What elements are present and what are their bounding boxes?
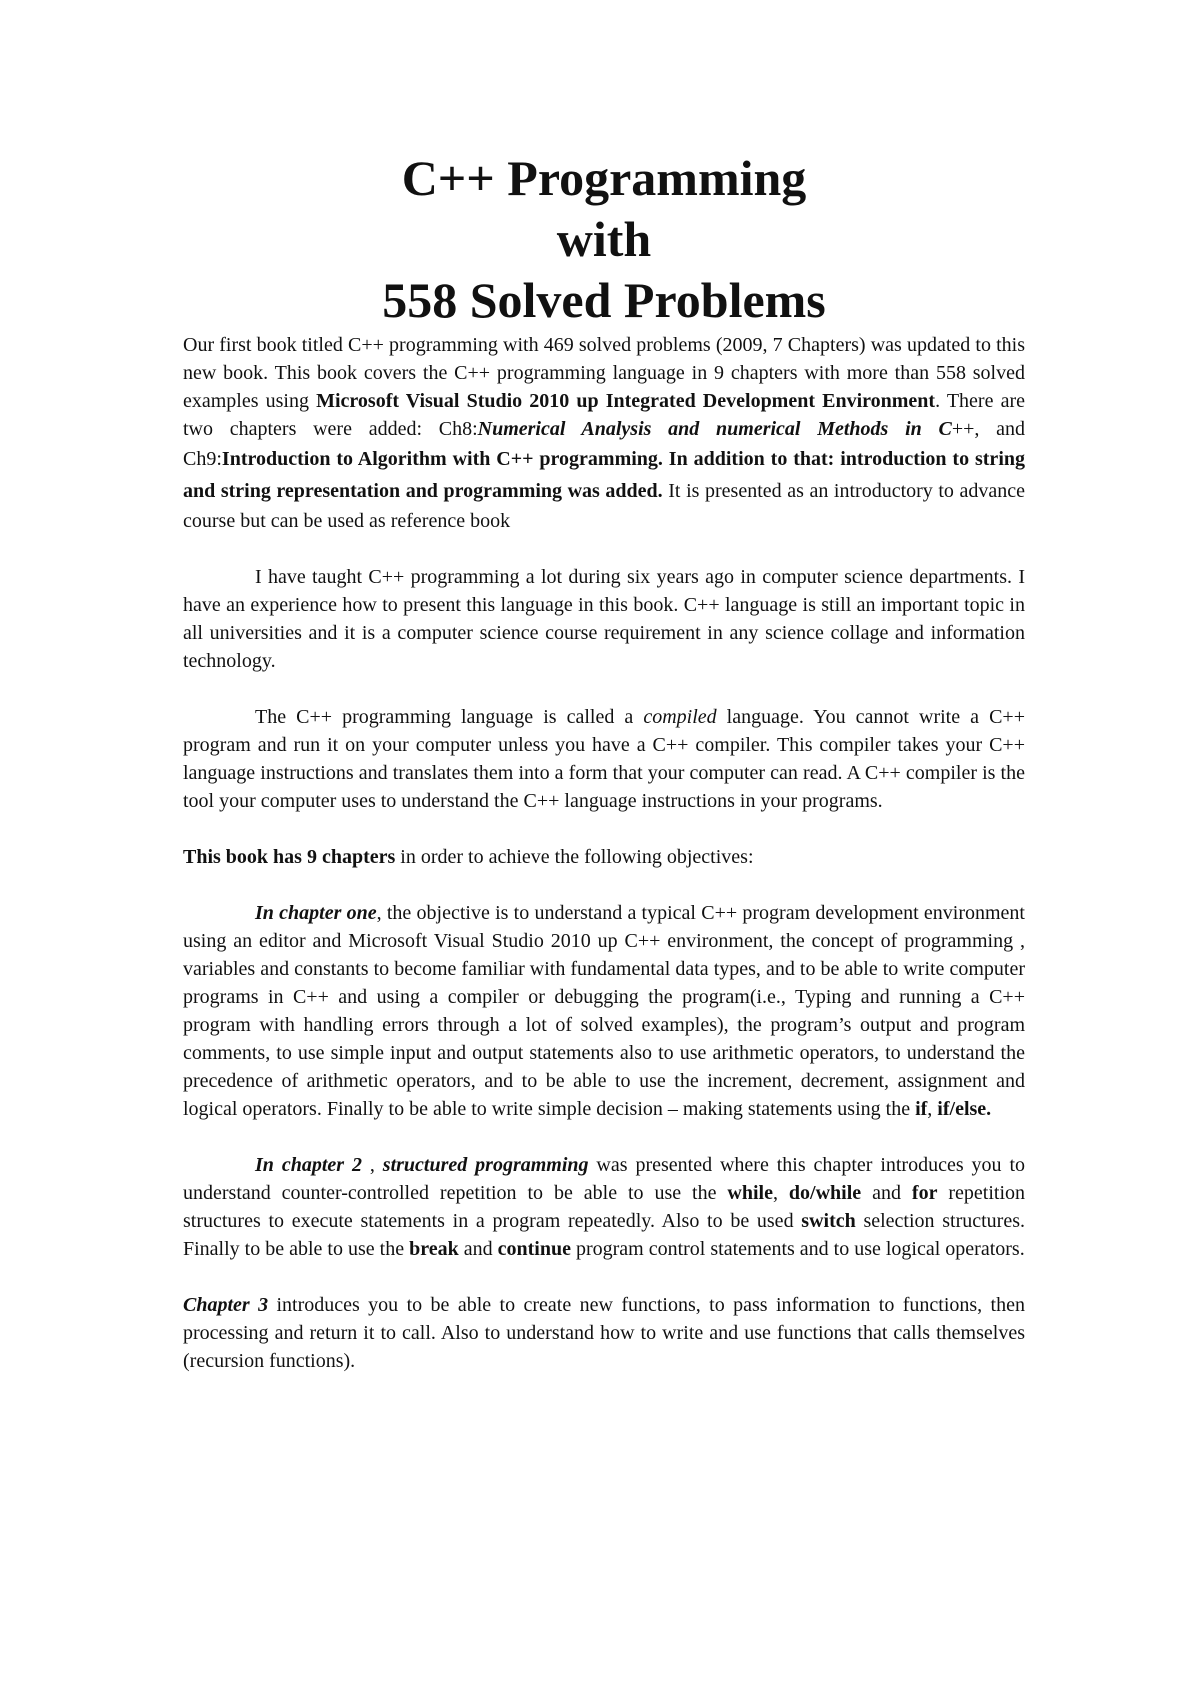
p6-bold-while: while [727, 1182, 773, 1204]
intro-bold-italic-ch8: Numerical Analysis and numerical Methods in C [477, 418, 952, 440]
intro-bold-ide: Microsoft Visual Studio 2010 up Integrated Development Environment [316, 390, 936, 412]
p3-text-1: The C++ programming language is called a [255, 706, 644, 728]
intro-text-2: . There are two chapters were added: Ch8: [183, 390, 1025, 440]
p6-text-1: , [361, 1154, 383, 1176]
intro-paragraph [183, 331, 1025, 535]
paragraph-chapter-two [183, 1151, 1025, 1263]
paragraph-chapter-one [183, 899, 1025, 1123]
p6-text-2: was presented where this chapter introduces you to understand counter-controlled repetition to be able to use the [183, 1154, 1026, 1204]
p4-text-1: in order to achieve the following objectives: [395, 846, 754, 868]
intro-text-3: ++, and Ch9: [183, 418, 1025, 470]
intro-text-1: Our first book titled C++ programming with 469 solved problems (2009, 7 Chapters) was updated to this new book. This book covers the C++ programming language in 9 chapters with more than 558 solved examples using [183, 334, 1025, 412]
p5-text-1: , the objective is to understand a typical C++ program development environment using an editor and Microsoft Visual Studio 2010 up C++ environment, the concept of programming , variables and constants to become familiar with fundamental data types, and to be able to write computer programs in C++ and using a compiler or debugging the program(i.e., Typing and running a C++ program with handling errors through a lot of solved examples), the program’s output and program comments, to use simple input and output statements also to use arithmetic operators, to understand the precedence of arithmetic operators, and to be able to use the increment, decrement, assignment and logical operators. Finally to be able to write simple decision – making statements using the [183, 902, 1025, 1120]
p3-text-2: language. You cannot write a C++ program and run it on your computer unless you have a C++ compiler. This compiler takes your C++ language instructions and translates them into a form that your computer can read. A C++ compiler is the tool your computer uses to understand the C++ language instructions in your programs. [183, 706, 1025, 812]
p3-italic-compiled: compiled [643, 706, 717, 728]
p6-text-5: repetition structures to execute statements in a program repeatedly. Also to be used [183, 1182, 1026, 1232]
intro-bold-ch9: Introduction to Algorithm with C++ programming. In addition to that: introduction to string and string representation and programming was added. [183, 448, 1025, 502]
p6-bold-italic-chapter-2: In chapter 2 [255, 1154, 362, 1176]
p7-bold-italic-chapter-3: Chapter 3 [183, 1294, 269, 1316]
book-title [183, 148, 1025, 331]
p5-bold-if-else: if/else. [937, 1098, 992, 1120]
p6-text-4: and [861, 1182, 912, 1204]
p6-bold-italic-structured: structured programming [382, 1154, 589, 1176]
p6-bold-continue: continue [497, 1238, 571, 1260]
paragraph-chapter-three [183, 1291, 1025, 1375]
p6-text-6: selection structures. Finally to be able to use the [183, 1210, 1025, 1260]
intro-text-4: It is presented as an introductory to advance course but can be used as reference book [183, 480, 1026, 532]
paragraph-objectives [183, 843, 1025, 871]
paragraph-compiled-language [183, 703, 1025, 815]
p5-bold-if: if [915, 1098, 928, 1120]
p6-text-7: and [458, 1238, 498, 1260]
p6-bold-for: for [911, 1182, 938, 1204]
p5-bold-italic-chapter-one: In chapter one [255, 902, 377, 924]
document-page [183, 0, 1025, 1375]
p6-bold-break: break [409, 1238, 459, 1260]
p6-text-3: , [772, 1182, 789, 1204]
paragraph-experience: I have taught C++ programming a lot during six years ago in computer science departments. I have an experience how to present this language in this book. C++ language is still an important topic in all universities and it is a computer science course requirement in any science collage and information technology. [183, 566, 1025, 672]
p6-bold-do-while: do/while [788, 1182, 862, 1204]
title-line-1: C++ Programming [401, 150, 807, 206]
title-line-2: with [556, 211, 652, 267]
p6-text-8: program control statements and to use logical operators. [570, 1238, 1025, 1260]
p6-bold-switch: switch [801, 1210, 856, 1232]
p7-text-1: introduces you to be able to create new functions, to pass information to functions, then processing and return it to call. Also to understand how to write and use functions that calls themselves (recursion functions). [183, 1294, 1025, 1372]
title-line-3: 558 Solved Problems [382, 272, 826, 328]
p5-text-2: , [927, 1098, 938, 1120]
p4-bold-chapters: This book has 9 chapters [183, 846, 396, 868]
